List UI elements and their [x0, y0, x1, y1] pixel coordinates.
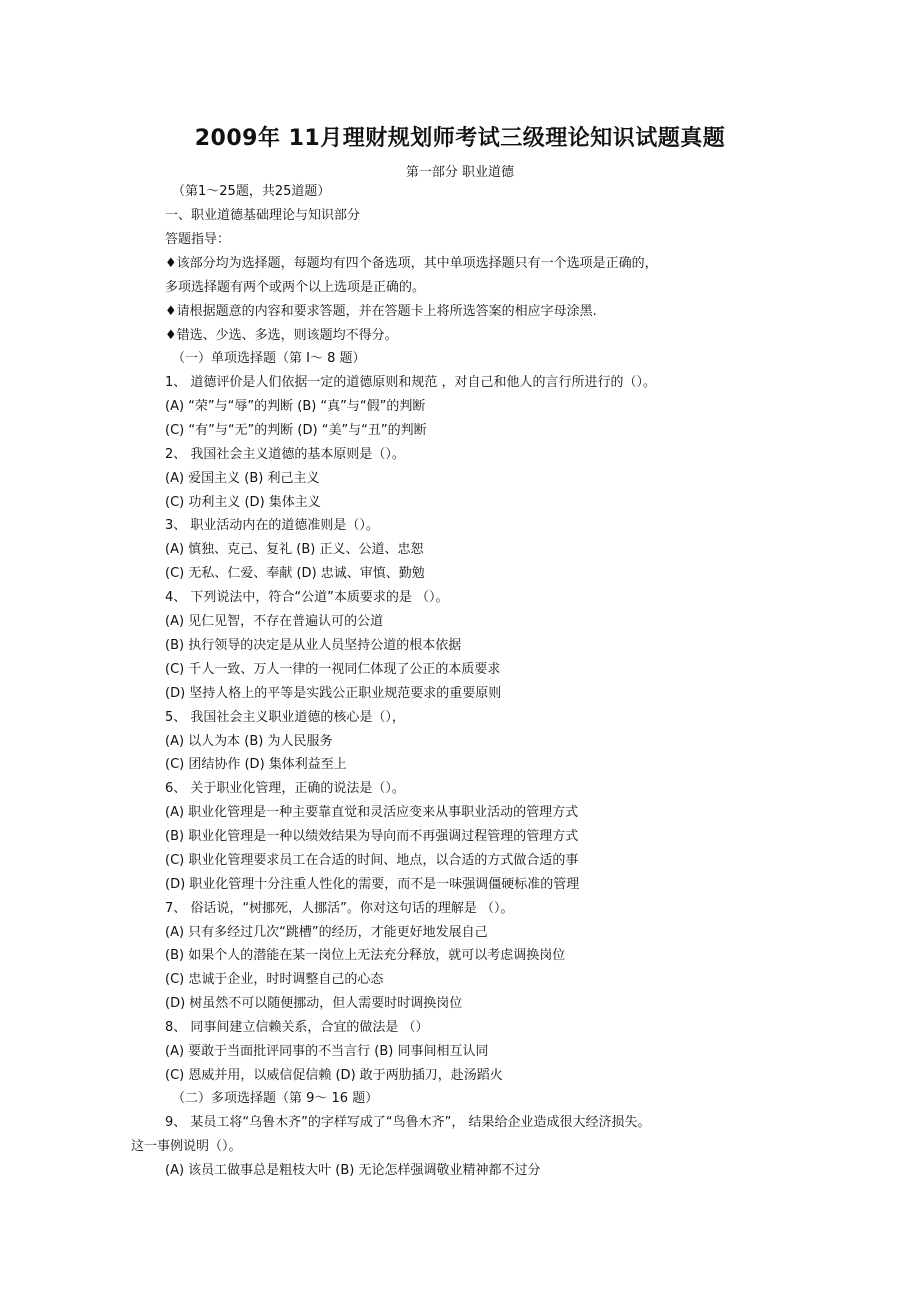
instruction-line: ♦请根据题意的内容和要求答题，并在答题卡上将所选答案的相应字母涂黑.	[165, 304, 597, 319]
answer-options: (A) 以人为本 (B) 为人民服务	[165, 734, 333, 749]
answer-option: (A) 职业化管理是一种主要靠直觉和灵活应变来从事职业活动的管理方式	[165, 805, 579, 820]
answer-option: (C) 千人一致、万人一律的一视同仁体现了公正的本质要求	[165, 662, 501, 677]
answer-options: (A) 要敢于当面批评同事的不当言行 (B) 同事间相互认同	[165, 1044, 489, 1059]
question-stem: 8、 同事间建立信赖关系，合宜的做法是 （）	[165, 1020, 429, 1035]
section-heading-single-choice: （一）单项选择题（第 I～ 8 题）	[172, 351, 366, 366]
answer-options: (C) 功利主义 (D) 集体主义	[165, 495, 321, 510]
question-stem: 4、 下列说法中，符合“公道”本质要求的是 （）。	[165, 590, 449, 605]
answer-options: (A) “荣”与“辱”的判断 (B) “真”与“假”的判断	[165, 399, 426, 414]
answer-option: (B) 执行领导的决定是从业人员坚持公道的根本依据	[165, 638, 462, 653]
question-stem-continuation: 这一事例说明（）。	[131, 1139, 242, 1154]
document-title: 2009年 11月理财规划师考试三级理论知识试题真题	[194, 126, 726, 151]
answer-options: (A) 爱国主义 (B) 利己主义	[165, 471, 320, 486]
instruction-line: 多项选择题有两个或两个以上选项是正确的。	[165, 280, 426, 295]
part-heading: 一、职业道德基础理论与知识部分	[165, 208, 361, 223]
section-subtitle: 第一部分 职业道德	[405, 165, 515, 180]
instruction-line: ♦该部分均为选择题，每题均有四个备选项，其中单项选择题只有一个选项是正确的，	[165, 256, 658, 271]
answer-option: (A) 只有多经过几次“跳槽”的经历，才能更好地发展自己	[165, 925, 488, 940]
answer-options: (C) 恩威并用，以威信促信赖 (D) 敢于两肋插刀，赴汤蹈火	[165, 1068, 503, 1083]
answer-option: (B) 如果个人的潜能在某一岗位上无法充分释放，就可以考虑调换岗位	[165, 948, 566, 963]
question-stem: 7、 俗话说，“树挪死，人挪活”。你对这句话的理解是 （）。	[165, 901, 514, 916]
question-stem: 3、 职业活动内在的道德准则是（）。	[165, 518, 379, 533]
answer-option: (A) 见仁见智，不存在普遍认可的公道	[165, 614, 384, 629]
question-stem: 5、 我国社会主义职业道德的核心是（），	[165, 710, 405, 725]
instructions-label: 答题指导：	[165, 232, 231, 247]
question-range-note: （第1～25题，共25道题）	[172, 184, 331, 199]
answer-options: (C) 团结协作 (D) 集体利益至上	[165, 757, 347, 772]
section-heading-multiple-choice: （二）多项选择题（第 9～ 16 题）	[172, 1091, 379, 1106]
answer-option: (C) 忠诚于企业，时时调整自己的心态	[165, 972, 384, 987]
question-stem: 1、 道德评价是人们依据一定的道德原则和规范 ，对自己和他人的言行所进行的（）。	[165, 375, 657, 390]
answer-option: (B) 职业化管理是一种以绩效结果为导向而不再强调过程管理的管理方式	[165, 829, 579, 844]
answer-options: (C) 无私、仁爱、奉献 (D) 忠诚、审慎、勤勉	[165, 566, 425, 581]
answer-options: (A) 慎独、克己、复礼 (B) 正义、公道、忠恕	[165, 542, 424, 557]
instruction-line: ♦错选、少选、多选，则该题均不得分。	[165, 328, 398, 343]
answer-option: (D) 职业化管理十分注重人性化的需要，而不是一味强调僵硬标准的管理	[165, 877, 580, 892]
answer-option: (D) 树虽然不可以随便挪动，但人需要时时调换岗位	[165, 996, 463, 1011]
answer-option: (C) 职业化管理要求员工在合适的时间、地点，以合适的方式做合适的事	[165, 853, 579, 868]
answer-options: (A) 该员工做事总是粗枝大叶 (B) 无论怎样强调敬业精神都不过分	[165, 1163, 541, 1178]
question-stem: 6、 关于职业化管理，正确的说法是（）。	[165, 781, 405, 796]
answer-options: (C) “有”与“无”的判断 (D) “美”与“丑”的判断	[165, 423, 427, 438]
question-stem: 2、 我国社会主义道德的基本原则是（）。	[165, 447, 405, 462]
question-stem: 9、 某员工将“乌鲁木齐”的字样写成了“鸟鲁木齐”， 结果给企业造成很大经济损失。	[165, 1115, 651, 1130]
answer-option: (D) 坚持人格上的平等是实践公正职业规范要求的重要原则	[165, 686, 502, 701]
